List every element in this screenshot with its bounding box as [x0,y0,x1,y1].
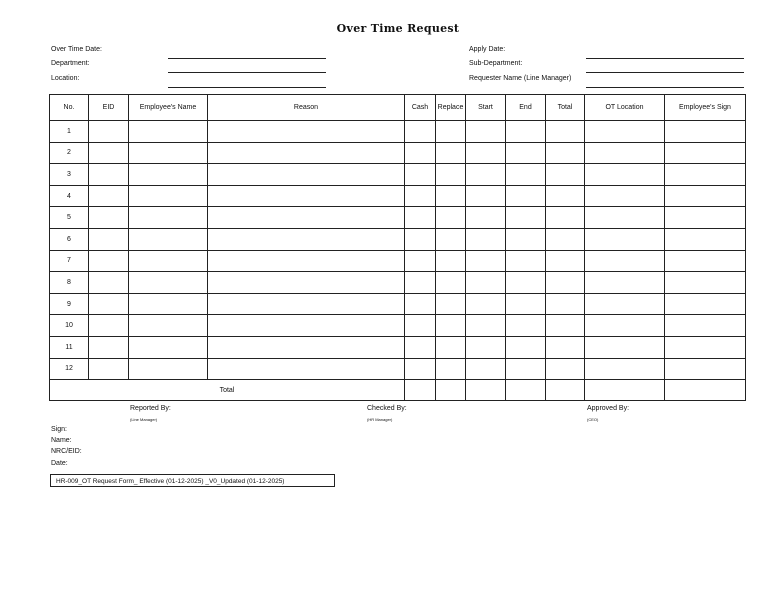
entry-cell[interactable] [546,228,585,250]
entry-cell[interactable] [585,228,665,250]
entry-cell[interactable] [405,142,436,164]
entry-cell[interactable] [89,250,129,272]
entry-cell[interactable] [208,293,405,315]
table-row [50,164,746,186]
entry-cell[interactable] [89,207,129,229]
entry-cell[interactable] [585,121,665,143]
entry-cell[interactable] [208,207,405,229]
entry-cell[interactable] [436,293,466,315]
entry-cell[interactable] [129,185,208,207]
entry-cell[interactable] [585,164,665,186]
entry-cell[interactable] [506,293,546,315]
entry-cell[interactable] [665,336,746,358]
entry-cell[interactable] [546,142,585,164]
entry-cell[interactable] [665,228,746,250]
entry-cell[interactable] [466,336,506,358]
entry-cell[interactable] [405,207,436,229]
apply-date-label: Apply Date: [469,46,506,53]
entry-cell[interactable] [208,315,405,337]
entry-cell[interactable] [466,164,506,186]
entry-cell[interactable] [405,272,436,294]
table-row [50,207,746,229]
header-no: No. [50,95,89,121]
entry-cell[interactable] [89,358,129,380]
entry-cell[interactable] [665,315,746,337]
entry-cell[interactable] [436,164,466,186]
entry-cell[interactable] [405,164,436,186]
sub-department-line[interactable] [586,72,744,73]
entry-cell[interactable] [436,250,466,272]
row-number: 4 [50,185,89,207]
entry-cell[interactable] [89,164,129,186]
entry-cell[interactable] [129,293,208,315]
header-reason: Reason [208,95,405,121]
entry-cell[interactable] [129,207,208,229]
overtime-date-label: Over Time Date: [51,46,102,53]
entry-cell[interactable] [208,358,405,380]
entry-cell[interactable] [466,358,506,380]
table-row [50,358,746,380]
header-cash: Cash [405,95,436,121]
entry-cell[interactable] [466,293,506,315]
approved-by-label: Approved By: [587,405,630,412]
entry-cell[interactable] [436,228,466,250]
entry-cell[interactable] [585,336,665,358]
header-start: Start [466,95,506,121]
row-number: 1 [50,121,89,143]
header-replace: Replace [436,95,466,121]
entry-cell[interactable] [405,336,436,358]
entry-cell[interactable] [89,121,129,143]
entry-cell[interactable] [89,315,129,337]
entry-cell[interactable] [466,250,506,272]
row-number: 8 [50,272,89,294]
entry-cell[interactable] [405,185,436,207]
entry-cell[interactable] [506,315,546,337]
entry-cell[interactable] [405,315,436,337]
entry-cell[interactable] [466,272,506,294]
location-label: Location: [51,75,80,82]
sign-label: Sign: [51,426,67,433]
row-number: 9 [50,293,89,315]
entry-cell[interactable] [665,164,746,186]
entry-cell[interactable] [585,358,665,380]
row-number: 7 [50,250,89,272]
entry-cell[interactable] [208,164,405,186]
entry-cell[interactable] [546,293,585,315]
entry-cell[interactable] [129,228,208,250]
row-number: 6 [50,228,89,250]
entry-cell[interactable] [208,272,405,294]
entry-cell[interactable] [665,250,746,272]
total-cell[interactable] [436,380,466,401]
row-number: 2 [50,142,89,164]
entry-cell[interactable] [436,272,466,294]
entry-cell[interactable] [405,121,436,143]
entry-cell[interactable] [585,293,665,315]
overtime-table [49,94,746,401]
entry-cell[interactable] [129,336,208,358]
entry-cell[interactable] [506,121,546,143]
document-code: HR-009_OT Request Form_ Effective (01-12-2025) _V0_Updated (01-12-2025) [50,474,335,487]
entry-cell[interactable] [129,250,208,272]
total-cell[interactable] [585,380,665,401]
department-label: Department: [51,60,90,67]
name-label: Name: [51,437,72,444]
entry-cell[interactable] [585,272,665,294]
entry-cell[interactable] [665,121,746,143]
entry-cell[interactable] [436,358,466,380]
entry-cell[interactable] [665,358,746,380]
header-end: End [506,95,546,121]
table-row [50,293,746,315]
total-cell[interactable] [405,380,436,401]
total-cell[interactable] [665,380,746,401]
table-row [50,228,746,250]
entry-cell[interactable] [436,121,466,143]
entry-cell[interactable] [129,358,208,380]
entry-cell[interactable] [506,272,546,294]
total-cell[interactable] [546,380,585,401]
total-row [50,380,746,401]
reported-by-role: (Line Manager) [130,417,158,422]
entry-cell[interactable] [506,164,546,186]
entry-cell[interactable] [208,121,405,143]
table-row [50,336,746,358]
table-row [50,250,746,272]
entry-cell[interactable] [585,185,665,207]
entry-cell[interactable] [208,250,405,272]
entry-cell[interactable] [436,142,466,164]
entry-cell[interactable] [129,272,208,294]
entry-cell[interactable] [585,142,665,164]
entry-cell[interactable] [665,142,746,164]
header-eid: EID [89,95,129,121]
entry-cell[interactable] [665,272,746,294]
entry-cell[interactable] [546,358,585,380]
entry-cell[interactable] [546,185,585,207]
entry-cell[interactable] [208,142,405,164]
entry-cell[interactable] [546,207,585,229]
date-label: Date: [51,460,68,467]
row-number: 11 [50,336,89,358]
entry-cell[interactable] [506,142,546,164]
entry-cell[interactable] [89,142,129,164]
entry-cell[interactable] [506,358,546,380]
entry-cell[interactable] [466,228,506,250]
entry-cell[interactable] [436,207,466,229]
overtime-date-line[interactable] [168,58,326,59]
entry-cell[interactable] [436,185,466,207]
entry-cell[interactable] [466,207,506,229]
entry-cell[interactable] [665,293,746,315]
row-number: 10 [50,315,89,337]
header-total: Total [546,95,585,121]
entry-cell[interactable] [466,121,506,143]
entry-cell[interactable] [506,336,546,358]
entry-cell[interactable] [546,336,585,358]
entry-cell[interactable] [436,315,466,337]
total-cell[interactable] [466,380,506,401]
entry-cell[interactable] [89,293,129,315]
entry-cell[interactable] [546,272,585,294]
entry-cell[interactable] [665,185,746,207]
entry-cell[interactable] [546,164,585,186]
location-line[interactable] [168,87,326,88]
entry-cell[interactable] [466,185,506,207]
entry-cell[interactable] [208,228,405,250]
entry-cell[interactable] [129,315,208,337]
nrc-eid-label: NRC/EID: [51,448,82,455]
entry-cell[interactable] [89,272,129,294]
table-row [50,315,746,337]
requester-name-label: Requester Name (Line Manager) [469,75,572,82]
entry-cell[interactable] [89,336,129,358]
entry-cell[interactable] [546,250,585,272]
header-employee-sign: Employee's Sign [665,95,746,121]
entry-cell[interactable] [506,207,546,229]
entry-cell[interactable] [466,315,506,337]
header-ot-location: OT Location [585,95,665,121]
row-number: 12 [50,358,89,380]
entry-cell[interactable] [89,228,129,250]
entry-cell[interactable] [585,315,665,337]
entry-cell[interactable] [129,121,208,143]
header-employee-name: Employee's Name [129,95,208,121]
row-number: 3 [50,164,89,186]
entry-cell[interactable] [546,315,585,337]
checked-by-label: Checked By: [367,405,407,412]
entry-cell[interactable] [89,185,129,207]
checked-by-role: (HR Manager) [367,417,393,422]
entry-cell[interactable] [405,293,436,315]
total-cell[interactable] [506,380,546,401]
table-row [50,121,746,143]
table-row [50,185,746,207]
entry-cell[interactable] [405,250,436,272]
total-label: Total [50,380,405,401]
reported-by-label: Reported By: [130,405,171,412]
entry-cell[interactable] [405,358,436,380]
entry-cell[interactable] [506,250,546,272]
entry-cell[interactable] [585,250,665,272]
sub-department-label: Sub-Department: [469,60,523,67]
row-number: 5 [50,207,89,229]
apply-date-line[interactable] [586,58,744,59]
table-row [50,272,746,294]
entry-cell[interactable] [506,185,546,207]
entry-cell[interactable] [436,336,466,358]
form-title: Over Time Request [336,22,460,35]
entry-cell[interactable] [665,207,746,229]
entry-cell[interactable] [585,207,665,229]
entry-cell[interactable] [506,228,546,250]
table-header-row [50,95,746,121]
entry-cell[interactable] [546,121,585,143]
entry-cell[interactable] [129,164,208,186]
entry-cell[interactable] [208,336,405,358]
entry-cell[interactable] [208,185,405,207]
entry-cell[interactable] [129,142,208,164]
entry-cell[interactable] [466,142,506,164]
entry-cell[interactable] [405,228,436,250]
requester-name-line[interactable] [586,87,744,88]
approved-by-role: (CEO) [587,417,599,422]
table-row [50,142,746,164]
department-line[interactable] [168,72,326,73]
